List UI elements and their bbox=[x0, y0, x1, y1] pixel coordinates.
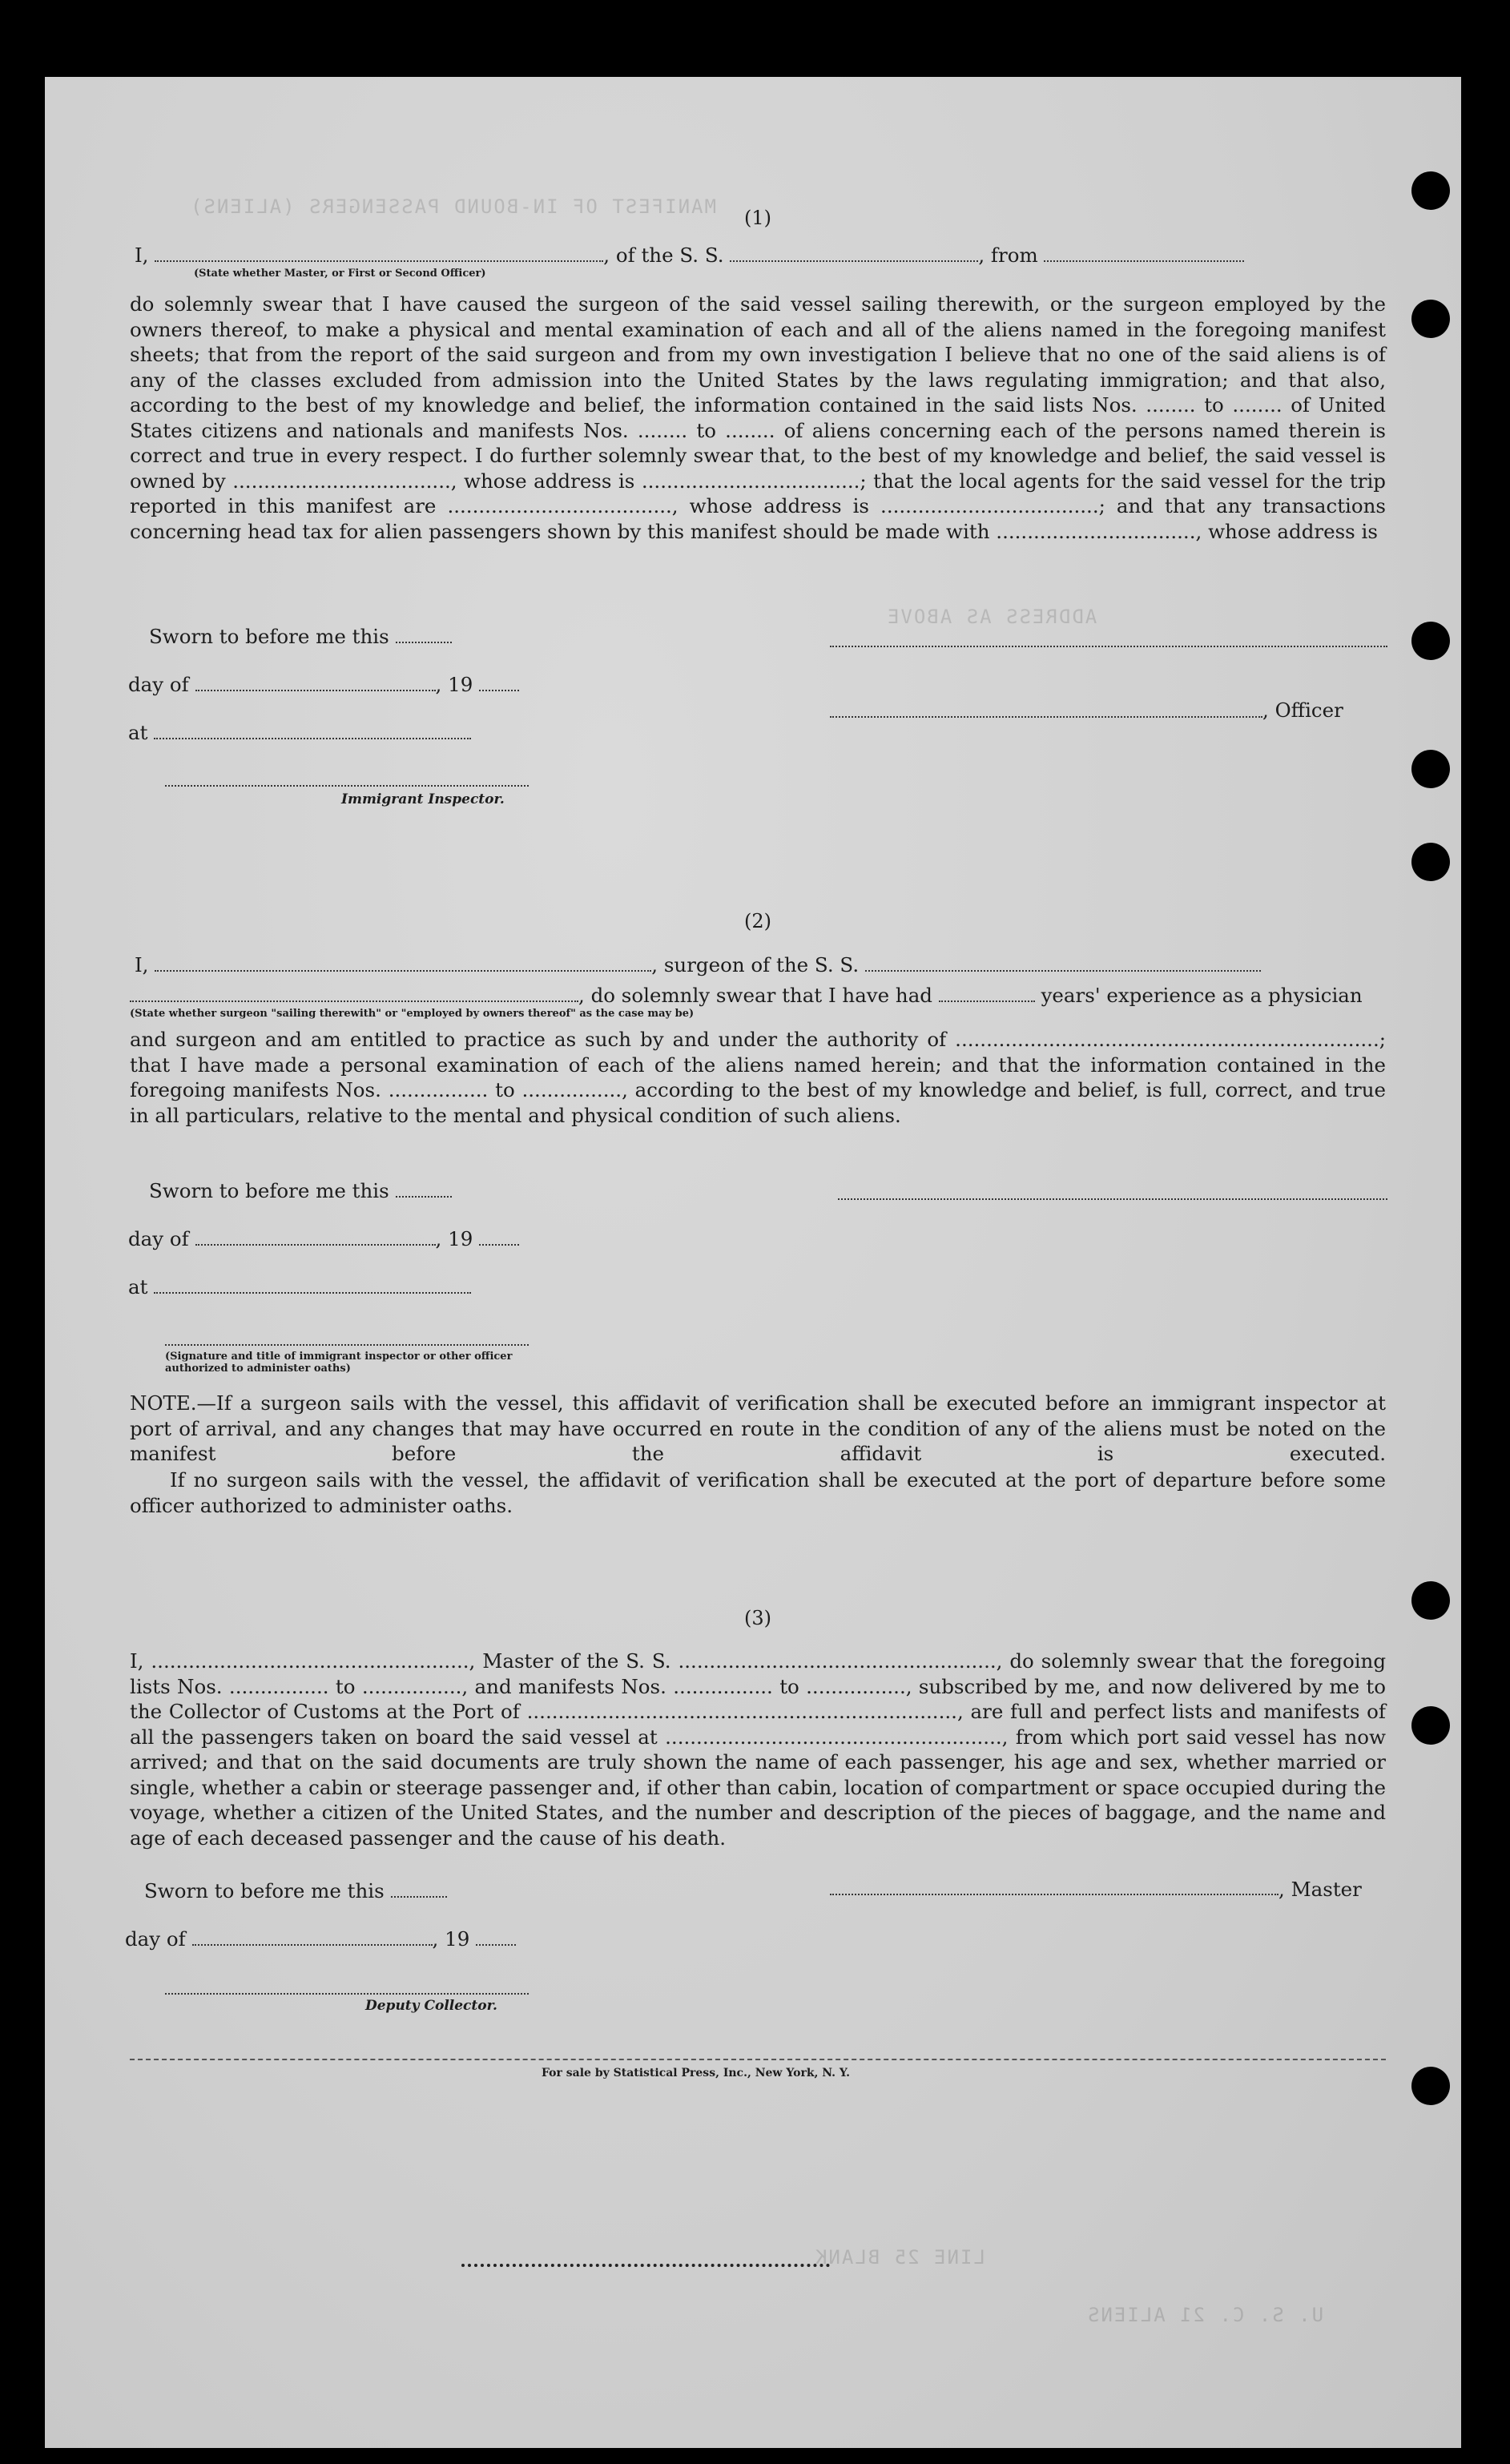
at-line bbox=[128, 721, 471, 744]
day-of-line bbox=[125, 1927, 516, 1951]
sworn-line bbox=[149, 1179, 452, 1202]
day-of-field[interactable] bbox=[195, 1228, 436, 1246]
bottom-dotted-leader bbox=[461, 2264, 830, 2267]
year-label: , 19 bbox=[435, 1227, 473, 1250]
years-field[interactable] bbox=[939, 984, 1035, 1002]
section-number: (1) bbox=[744, 207, 771, 229]
at-label: at bbox=[128, 1275, 148, 1298]
surgeon-label: , surgeon of the S. S. bbox=[651, 953, 860, 976]
day-of-field[interactable] bbox=[192, 1928, 433, 1946]
at-label: at bbox=[128, 721, 148, 744]
day-of-line bbox=[128, 673, 519, 696]
year-field[interactable] bbox=[479, 674, 519, 691]
section-number: (2) bbox=[744, 910, 771, 932]
from-label: , from bbox=[978, 244, 1038, 267]
day-of-line bbox=[128, 1227, 519, 1250]
sworn-day-field[interactable] bbox=[391, 1880, 447, 1898]
sworn-label: Sworn to before me this bbox=[149, 625, 389, 648]
sworn-line bbox=[144, 1879, 447, 1902]
punch-hole bbox=[1411, 622, 1450, 660]
note-paragraph-2: If no surgeon sails with the vessel, the affidavit of verification shall be executed at the port of departure before some officer authorized to administer oaths. bbox=[130, 1468, 1386, 1517]
surgeon-paragraph: and surgeon and am entitled to practice as such by and under the authority of ....................................................................; that I have made a personal examination of each of the aliens named herein; and that the information contained in the foregoing manifests Nos. ................ to ................, according to the best of my knowledge and belief, is full, correct, and true in all particulars, relative to the mental and physical condition of such aliens. bbox=[130, 1028, 1386, 1127]
ship-label: , of the S. S. bbox=[603, 244, 724, 267]
year-label: , 19 bbox=[435, 673, 473, 696]
punch-hole bbox=[1411, 843, 1450, 881]
field-caption: (State whether surgeon "sailing therewith" or "employed by owners thereof" as the case may be) bbox=[130, 1008, 695, 1020]
from-port-field[interactable] bbox=[1044, 244, 1244, 262]
signer-title: Deputy Collector. bbox=[365, 1998, 497, 2014]
day-of-label: day of bbox=[125, 1927, 186, 1951]
sworn-label: Sworn to before me this bbox=[144, 1879, 385, 1902]
year-field[interactable] bbox=[479, 1228, 519, 1246]
collector-signature-line[interactable] bbox=[165, 1993, 529, 1995]
punch-hole bbox=[1411, 171, 1450, 210]
day-of-field[interactable] bbox=[195, 674, 436, 691]
sworn-label: Sworn to before me this bbox=[149, 1179, 389, 1202]
swear-label: , do solemnly swear that I have had bbox=[578, 984, 932, 1007]
surgeon-signature-line[interactable] bbox=[838, 1198, 1387, 1200]
surgeon-name-field[interactable] bbox=[155, 954, 651, 972]
oath-label: I, bbox=[135, 244, 149, 267]
footer-rule bbox=[130, 2059, 1386, 2060]
years-label: years' experience as a physician bbox=[1041, 984, 1363, 1007]
officer-label: , Officer bbox=[1262, 699, 1343, 722]
oath-line-surgeon bbox=[135, 953, 1261, 976]
ship-name-field[interactable] bbox=[865, 954, 1261, 972]
bleed-through-text: MANIFEST OF IN-BOUND PASSENGERS (ALIENS) bbox=[189, 195, 716, 218]
bleed-through-text: U. S. C. 21 ALIENS bbox=[1086, 2304, 1324, 2326]
master-name-field[interactable] bbox=[155, 244, 603, 262]
master-signature-line[interactable] bbox=[830, 1894, 1278, 1895]
year-label: , 19 bbox=[432, 1927, 470, 1951]
punch-hole bbox=[1411, 1706, 1450, 1745]
master-paragraph: I, ..................................................., Master of the S. S. ..................................................., do solemnly swear that the foregoing lists Nos. ................ to ................, and manifests Nos. ................ to ................, subscribed by me, and now delivered by me to the Collector of Customs at the Port of ....................................................................., are full and perfect lists and manifests of all the passengers taken on board the said vessel at ......................................................, from which port said vessel has now arrived; and that on the said documents are truly shown the name of each passenger, his age and sex, whether married or single, whether a cabin or steerage passenger and, if other than cabin, location of compartment or space occupied during the voyage, whether a citizen of the United States, and the number and description of the pieces of baggage, and the name and age of each deceased passenger and the cause of his death. bbox=[130, 1649, 1386, 1850]
punch-hole bbox=[1411, 1581, 1450, 1620]
note-label: NOTE. bbox=[130, 1391, 197, 1415]
day-of-label: day of bbox=[128, 1227, 189, 1250]
bleed-through-text: LINE 25 BLANK bbox=[814, 2246, 985, 2269]
inspector-signature-line[interactable] bbox=[165, 785, 529, 787]
at-line bbox=[128, 1275, 471, 1298]
punch-hole bbox=[1411, 2067, 1450, 2105]
oath-label: I, bbox=[135, 953, 149, 976]
master-label: , Master bbox=[1278, 1878, 1362, 1901]
oath-line-master bbox=[135, 244, 1244, 267]
day-of-label: day of bbox=[128, 673, 189, 696]
note-text: —If a surgeon sails with the vessel, this affidavit of verification shall be executed before an immigrant inspector at port of arrival, and any changes that may have occurred en route in the condition of any of the aliens must be noted on the manifest before the affidavit is executed. bbox=[130, 1391, 1386, 1465]
surgeon-status-field[interactable] bbox=[130, 984, 578, 1002]
sworn-day-field[interactable] bbox=[396, 1180, 452, 1198]
document-page bbox=[45, 77, 1461, 2448]
surgeon-experience-line bbox=[130, 984, 1363, 1007]
punch-hole bbox=[1411, 300, 1450, 338]
sworn-line bbox=[149, 625, 452, 648]
year-field[interactable] bbox=[476, 1928, 516, 1946]
officer-signature-line[interactable] bbox=[830, 646, 1387, 647]
note-paragraph bbox=[130, 1391, 1386, 1467]
oath-paragraph: do solemnly swear that I have caused the surgeon of the said vessel sailing therewith, or the surgeon employed by the owners thereof, to make a physical and mental examination of each and all of the aliens named in the foregoing manifest sheets; that from the report of the said surgeon and from my own investigation I believe that no one of the said aliens is of any of the classes excluded from admission into the United States by the laws regulating immigration; and that also, according to the best of my knowledge and belief, the information contained in the said lists Nos. ........ to ........ of United States citizens and nationals and manifests Nos. ........ to ........ of aliens concerning each of the persons named therein is correct and true in every respect. I do further solemnly swear that, to the best of my knowledge and belief, the said vessel is owned by ..................................., whose address is ...................................; that the local agents for the said vessel for the trip reported in this manifest are ...................................., whose address is ...................................; and that any transactions concerning head tax for alien passengers shown by this manifest should be made with ................................, whose address is bbox=[130, 292, 1386, 543]
sworn-day-field[interactable] bbox=[396, 626, 452, 643]
printer-imprint: For sale by Statistical Press, Inc., New York, N. Y. bbox=[542, 2067, 850, 2080]
signer-caption: (Signature and title of immigrant inspector or other officer authorized to administer oaths) bbox=[165, 1351, 513, 1375]
inspector-signature-line[interactable] bbox=[165, 1344, 529, 1346]
ship-name-field[interactable] bbox=[730, 244, 978, 262]
section-number: (3) bbox=[744, 1607, 771, 1629]
at-field[interactable] bbox=[154, 722, 471, 739]
field-caption: (State whether Master, or First or Second Officer) bbox=[194, 268, 486, 280]
bleed-through-text: ADDRESS AS ABOVE bbox=[886, 606, 1097, 628]
punch-hole bbox=[1411, 750, 1450, 788]
signer-title: Immigrant Inspector. bbox=[341, 791, 505, 807]
at-field[interactable] bbox=[154, 1276, 471, 1294]
officer-name-line[interactable] bbox=[830, 716, 1262, 718]
